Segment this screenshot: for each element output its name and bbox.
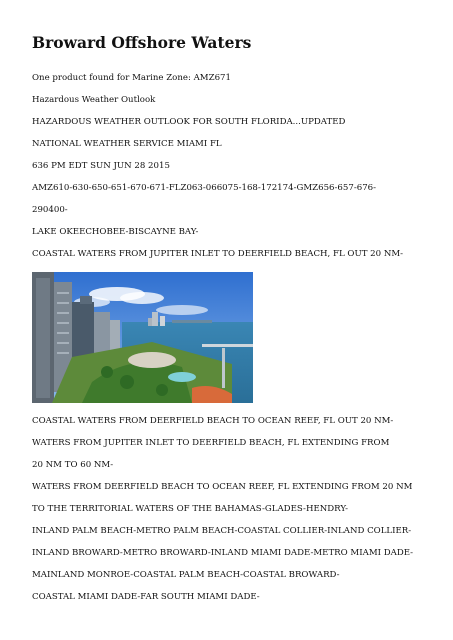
- zone-name-line: COASTAL MIAMI DADE-FAR SOUTH MIAMI DADE-: [32, 592, 260, 602]
- zone-name-line: TO THE TERRITORIAL WATERS OF THE BAHAMAS-GLADES-HENDRY-: [32, 504, 348, 514]
- city-waterfront-photo: [32, 272, 253, 403]
- zone-codes-line: AMZ610-630-650-651-670-671-FLZ063-066075-168-172174-GMZ656-657-676-: [32, 183, 377, 193]
- zone-name-line: INLAND PALM BEACH-METRO PALM BEACH-COASTAL COLLIER-INLAND COLLIER-: [32, 526, 412, 536]
- expiration-code-line: 290400-: [32, 205, 68, 215]
- zone-name-line: MAINLAND MONROE-COASTAL PALM BEACH-COASTAL BROWARD-: [32, 570, 340, 580]
- issued-time-line: 636 PM EDT SUN JUN 28 2015: [32, 161, 170, 171]
- zone-name-line: COASTAL WATERS FROM DEERFIELD BEACH TO OCEAN REEF, FL OUT 20 NM-: [32, 416, 394, 426]
- outlook-heading-line: HAZARDOUS WEATHER OUTLOOK FOR SOUTH FLORIDA...UPDATED: [32, 117, 346, 127]
- zone-name-line: WATERS FROM JUPITER INLET TO DEERFIELD BEACH, FL EXTENDING FROM: [32, 438, 390, 448]
- zone-name-line: 20 NM TO 60 NM-: [32, 460, 114, 470]
- zone-name-line: COASTAL WATERS FROM JUPITER INLET TO DEERFIELD BEACH, FL OUT 20 NM-: [32, 249, 404, 259]
- product-found-line: One product found for Marine Zone: AMZ671: [32, 73, 231, 83]
- page-title: Broward Offshore Waters: [32, 33, 252, 52]
- office-line: NATIONAL WEATHER SERVICE MIAMI FL: [32, 139, 222, 149]
- product-name-line: Hazardous Weather Outlook: [32, 95, 156, 105]
- zone-name-line: INLAND BROWARD-METRO BROWARD-INLAND MIAMI DADE-METRO MIAMI DADE-: [32, 548, 414, 558]
- zone-name-line: LAKE OKEECHOBEE-BISCAYNE BAY-: [32, 227, 199, 237]
- zone-name-line: WATERS FROM DEERFIELD BEACH TO OCEAN REEF, FL EXTENDING FROM 20 NM: [32, 482, 413, 492]
